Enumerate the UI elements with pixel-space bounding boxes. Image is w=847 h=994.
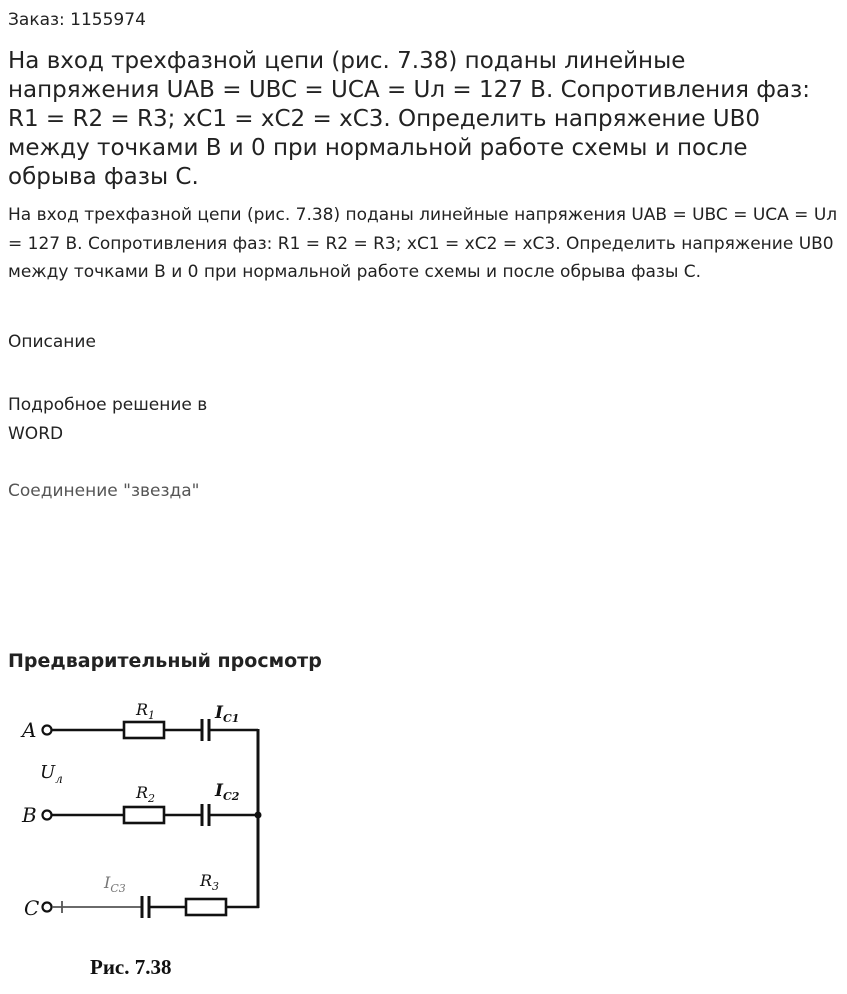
resistor-r1 (124, 722, 164, 738)
r3-label: $R_3$ (200, 871, 220, 893)
connection-type-text: Соединение "звезда" (8, 481, 200, 501)
ic2-label: $I_{C2}$ (215, 781, 240, 803)
circuit-diagram (16, 690, 266, 990)
task-title: На вход трехфазной цепи (рис. 7.38) поданы линейные напряжения UAB = UBC = UCA = Uл = 127 В. Сопротивления фаз: R1 = R2 = R3; xC1 = xC2 = xC3. Определить напряжение UB0 между точками В и 0 при нормальной работе схемы и после обрыва фазы С. (8, 48, 811, 190)
neutral-node-0 (255, 812, 262, 819)
description-label: Описание (8, 332, 96, 352)
terminal-c (43, 903, 52, 912)
circuit-figure (16, 690, 266, 990)
node-a-label: A (22, 718, 37, 742)
r1-label: $R_1$ (136, 700, 156, 722)
node-c-label: C (24, 896, 40, 920)
node-b-label: B (22, 803, 37, 827)
solution-format-text: Подробное решение в WORD (8, 395, 208, 444)
ic3-label: $I_{C3}$ (104, 873, 126, 895)
figure-caption: Рис. 7.38 (90, 955, 172, 979)
task-description: На вход трехфазной цепи (рис. 7.38) поданы линейные напряжения UAB = UBC = UCA = Uл = 127 В. Сопротивления фаз: R1 = R2 = R3; xC1 = xC2 = xC3. Определить напряжение UB0 между точками В и 0 при нормальной работе схемы и после обрыва фазы С. (8, 205, 838, 282)
r2-label: $R_2$ (136, 783, 156, 805)
preview-title: Предварительный просмотр (8, 650, 322, 672)
terminal-a (43, 726, 52, 735)
resistor-r3 (186, 899, 226, 915)
resistor-r2 (124, 807, 164, 823)
ic1-label: $I_{C1}$ (215, 703, 240, 725)
line-voltage-label: $U_л$ (40, 762, 63, 786)
terminal-b (43, 811, 52, 820)
order-number: Заказ: 1155974 (8, 10, 146, 30)
